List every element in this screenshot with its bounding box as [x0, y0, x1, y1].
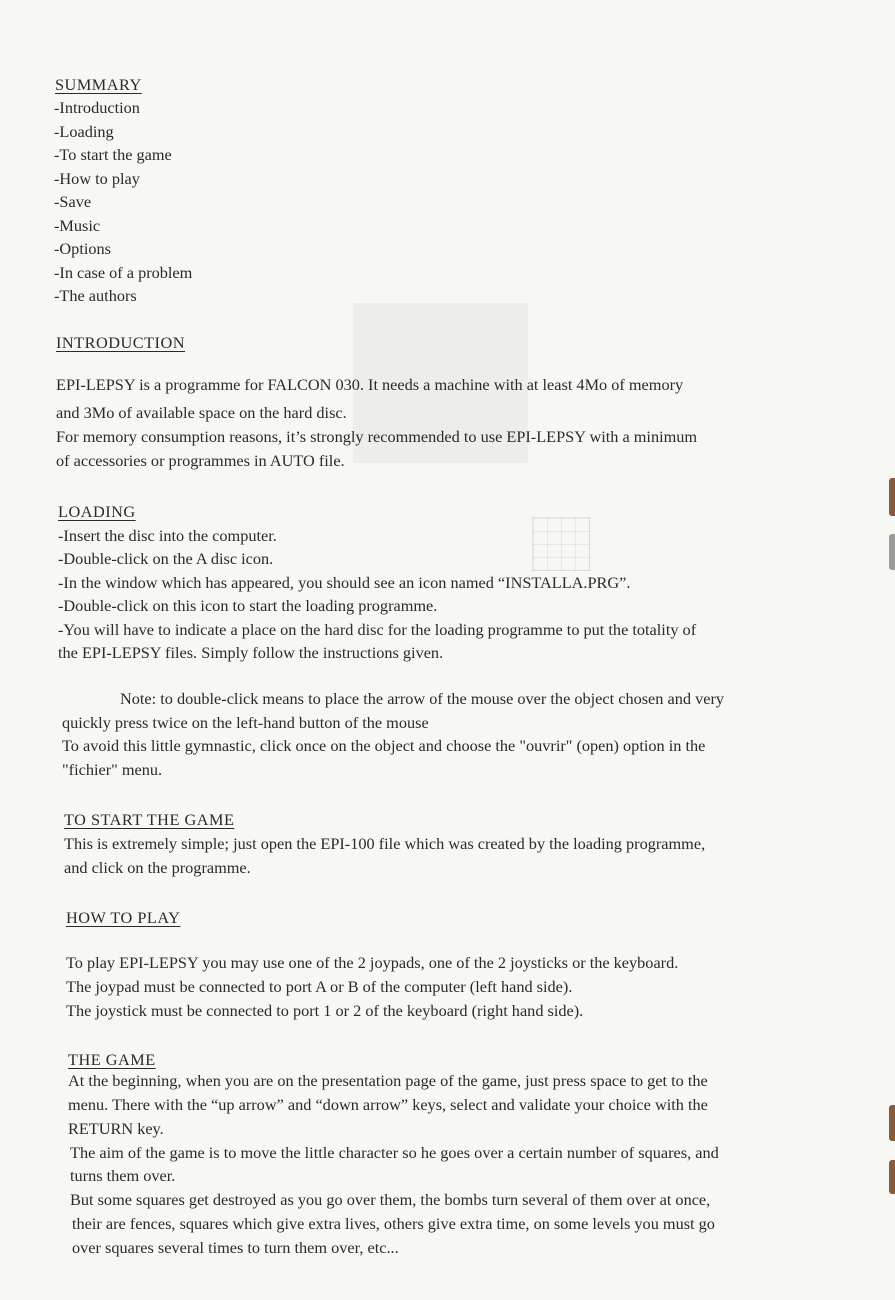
loading-line: -Double-click on this icon to start the loading programme.: [58, 596, 438, 615]
summary-item: -To start the game: [54, 145, 172, 164]
how-to-play-line: To play EPI-LEPSY you may use one of the 2 joypads, one of the 2 joysticks or the keyboard.: [66, 953, 679, 972]
the-game-line: But some squares get destroyed as you go over them, the bombs turn several of them over at once,: [70, 1190, 711, 1209]
loading-line: the EPI-LEPSY files. Simply follow the instructions given.: [58, 643, 444, 662]
introduction-heading: INTRODUCTION: [56, 333, 185, 352]
summary-item: -How to play: [54, 169, 140, 188]
page-edge-mark: [889, 1105, 895, 1141]
introduction-line: of accessories or programmes in AUTO file.: [56, 451, 345, 470]
the-game-line: menu. There with the “up arrow” and “down arrow” keys, select and validate your choice with the: [68, 1095, 708, 1114]
loading-line: -In the window which has appeared, you should see an icon named “INSTALLA.PRG”.: [58, 573, 631, 592]
bleedthrough-grid: [532, 517, 590, 571]
the-game-line: their are fences, squares which give extra lives, others give extra time, on some levels you must go: [72, 1214, 715, 1233]
how-to-play-heading: HOW TO PLAY: [66, 908, 181, 927]
how-to-play-line: The joystick must be connected to port 1 or 2 of the keyboard (right hand side).: [66, 1001, 584, 1020]
summary-item: -Save: [54, 192, 92, 211]
summary-item: -The authors: [54, 286, 137, 305]
summary-heading: SUMMARY: [55, 75, 142, 94]
page-edge-mark: [889, 534, 895, 570]
loading-line: -Double-click on the A disc icon.: [58, 549, 274, 568]
summary-item: -Loading: [54, 122, 114, 141]
the-game-line: RETURN key.: [68, 1119, 164, 1138]
summary-item: -Options: [54, 239, 111, 258]
note-line: "fichier" menu.: [62, 760, 163, 779]
summary-item: -In case of a problem: [54, 263, 193, 282]
start-line: and click on the programme.: [64, 858, 251, 877]
the-game-heading: THE GAME: [68, 1050, 156, 1069]
note-line: quickly press twice on the left-hand button of the mouse: [62, 713, 429, 732]
introduction-line: For memory consumption reasons, it’s strongly recommended to use EPI-LEPSY with a minimum: [56, 427, 698, 446]
the-game-line: The aim of the game is to move the little character so he goes over a certain number of squares, and: [70, 1143, 719, 1162]
note-line: To avoid this little gymnastic, click once on the object and choose the "ouvrir" (open) option in the: [62, 736, 706, 755]
the-game-line: At the beginning, when you are on the presentation page of the game, just press space to get to the: [68, 1071, 708, 1090]
note-line: Note: to double-click means to place the arrow of the mouse over the object chosen and very: [120, 689, 725, 708]
start-heading: TO START THE GAME: [64, 810, 235, 829]
summary-item: -Music: [54, 216, 101, 235]
introduction-line: and 3Mo of available space on the hard disc.: [56, 403, 347, 422]
the-game-line: turns them over.: [70, 1166, 176, 1185]
the-game-line: over squares several times to turn them over, etc...: [72, 1238, 399, 1257]
page-edge-mark: [889, 1160, 895, 1194]
introduction-line: EPI-LEPSY is a programme for FALCON 030. It needs a machine with at least 4Mo of memory: [56, 375, 684, 394]
page-edge-mark: [889, 478, 895, 516]
how-to-play-line: The joypad must be connected to port A or B of the computer (left hand side).: [66, 977, 573, 996]
summary-item: -Introduction: [54, 98, 140, 117]
loading-line: -You will have to indicate a place on the hard disc for the loading programme to put the totality of: [58, 620, 697, 639]
loading-heading: LOADING: [58, 502, 136, 521]
loading-line: -Insert the disc into the computer.: [58, 526, 277, 545]
start-line: This is extremely simple; just open the EPI-100 file which was created by the loading programme,: [64, 834, 706, 853]
